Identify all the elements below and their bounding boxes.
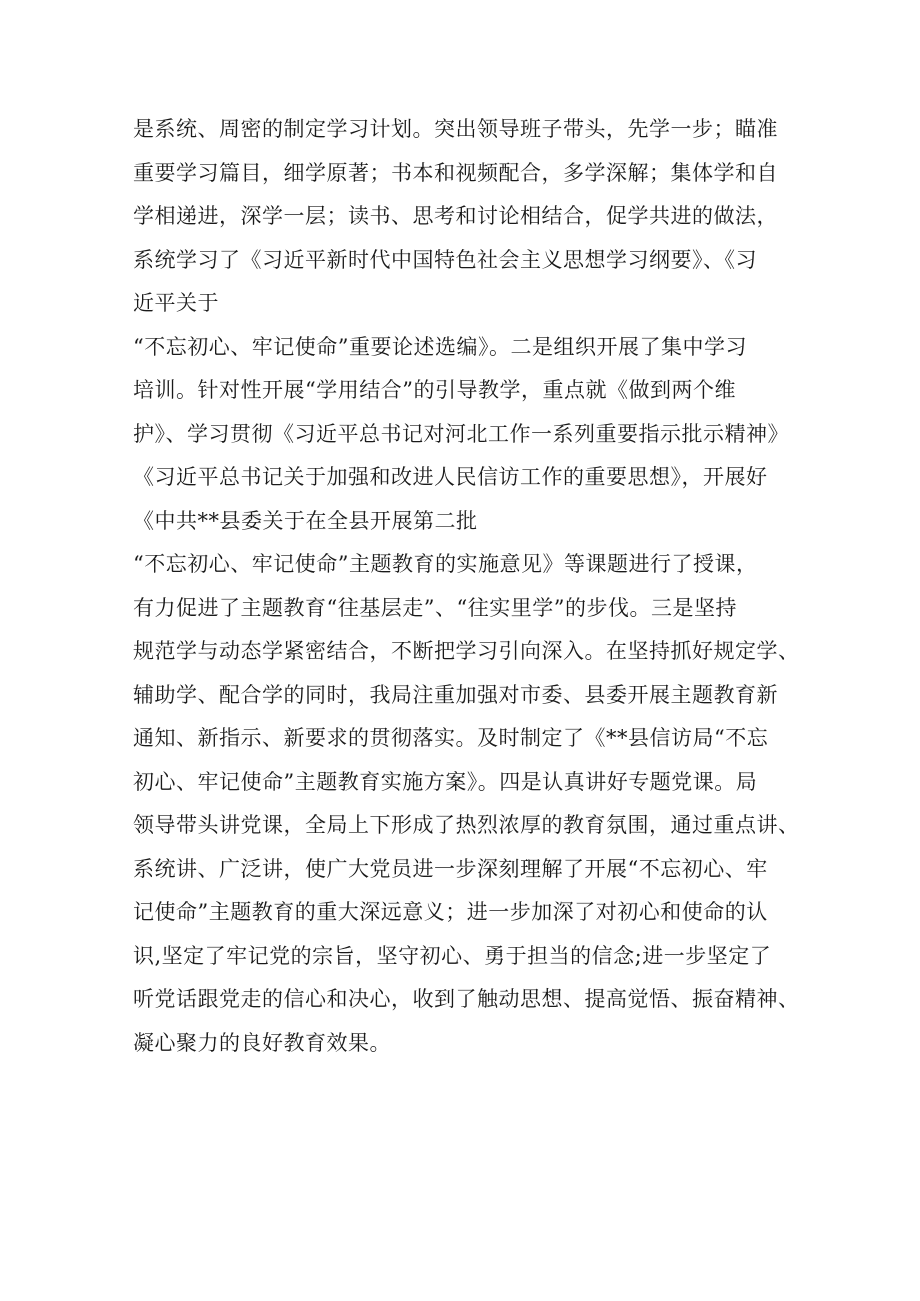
text-line: 初心、牢记使命”主题教育实施方案》。四是认真讲好专题党课。局 bbox=[133, 769, 758, 794]
text-line: 培训。针对性开展“学用结合”的引导教学，重点就《做到两个维 bbox=[133, 378, 736, 402]
text-line: 领导带头讲党课，全局上下形成了热烈浓厚的教育氛围，通过重点讲、 bbox=[133, 813, 800, 837]
text-line: 凝心聚力的良好教育效果。 bbox=[133, 1030, 391, 1055]
text-line: 识,坚定了牢记党的宗旨，坚守初心、勇于担当的信念;进一步坚定了 bbox=[133, 943, 772, 968]
text-line: 系统学习了《习近平新时代中国特色社会主义思想学习纲要》、《习 bbox=[133, 247, 757, 272]
text-line: 《中共**县委关于在全县开展第二批 bbox=[133, 508, 478, 533]
text-line: 学相递进，深学一层；读书、思考和讨论相结合，促学共进的做法， bbox=[133, 204, 778, 228]
text-line: 是系统、周密的制定学习计划。突出领导班子带头，先学一步；瞄准 bbox=[133, 117, 778, 141]
text-line: 《习近平总书记关于加强和改进人民信访工作的重要思想》，开展好 bbox=[133, 465, 768, 489]
body-paragraph bbox=[133, 108, 813, 1065]
text-line: 护》、学习贯彻《习近平总书记对河北工作一系列重要指示批示精神》 bbox=[133, 421, 789, 446]
text-line: 规范学与动态学紧密结合，不断把学习引向深入。在坚持抓好规定学、 bbox=[133, 639, 800, 663]
text-line: 有力促进了主题教育“往基层走”、“往实里学”的步伐。三是坚持 bbox=[133, 595, 737, 620]
text-line: 近平关于 bbox=[133, 291, 219, 315]
text-line: “不忘初心、牢记使命”主题教育的实施意见》等课题进行了授课， bbox=[133, 552, 758, 576]
text-line: 系统讲、广泛讲，使广大党员进一步深刻理解了开展“不忘初心、牢 bbox=[133, 856, 768, 881]
text-line: 记使命”主题教育的重大深远意义；进一步加深了对初心和使命的认 bbox=[133, 900, 768, 924]
text-line: “不忘初心、牢记使命”重要论述选编》。二是组织开展了集中学习 bbox=[133, 334, 747, 359]
text-line: 听党话跟党走的信心和决心，收到了触动思想、提高觉悟、振奋精神、 bbox=[133, 987, 800, 1011]
text-line: 辅助学、配合学的同时，我局注重加强对市委、县委开展主题教育新 bbox=[133, 682, 778, 707]
text-line: 通知、新指示、新要求的贯彻落实。及时制定了《**县信访局“不忘 bbox=[133, 726, 769, 750]
text-line: 重要学习篇目，细学原著；书本和视频配合，多学深解；集体学和自 bbox=[133, 160, 778, 185]
